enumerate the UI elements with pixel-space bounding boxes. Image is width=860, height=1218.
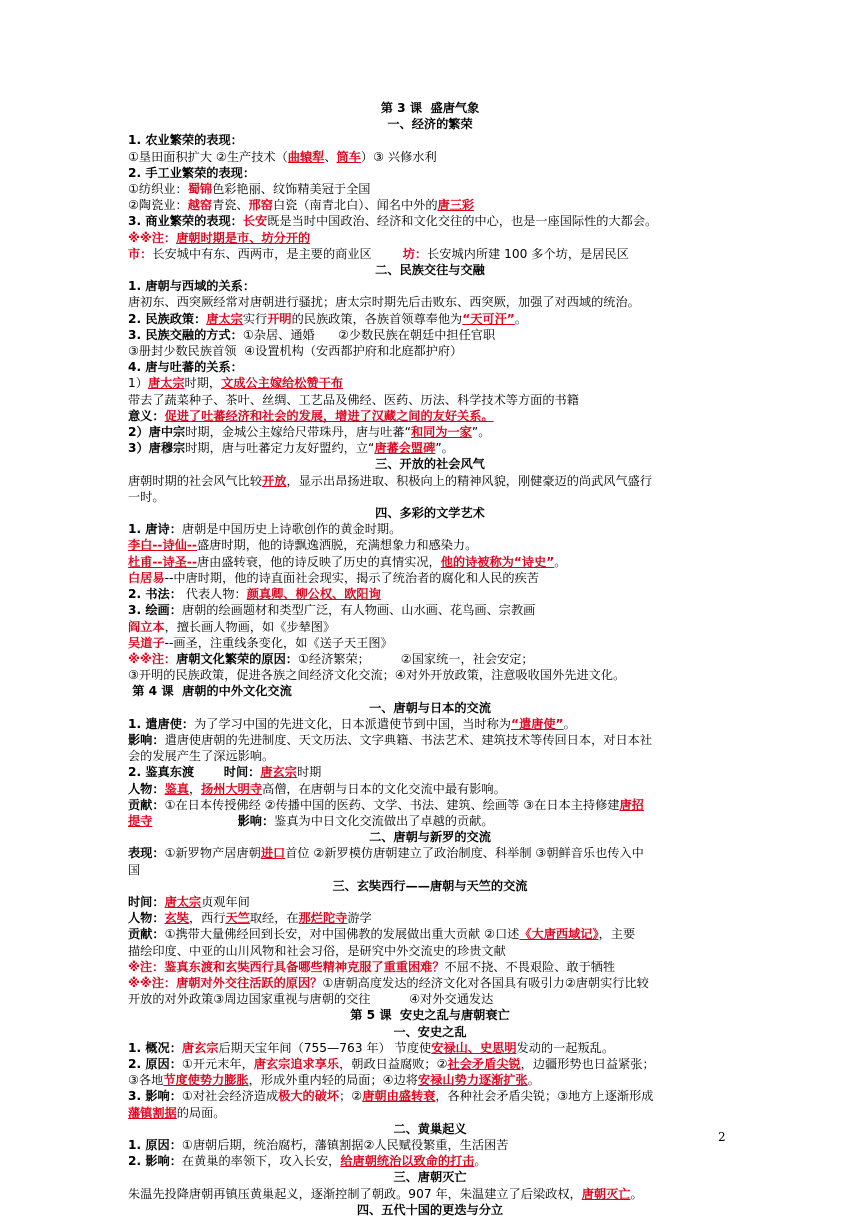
lesson-title: 第 4 课 唐朝的中外文化交流 — [128, 684, 292, 699]
key-term: ※※注：唐朝对外交往活跃的原因？ — [128, 975, 323, 990]
text-run: 。 — [563, 716, 576, 731]
text-line — [128, 943, 732, 959]
text-run: --画圣，注重线条变化，如《送子天王图》 — [164, 635, 393, 650]
text-line — [128, 845, 732, 861]
text-line — [128, 440, 732, 456]
text-line — [128, 392, 732, 408]
text-run: 色彩艳丽、纹饰精美冠于全国 — [212, 182, 371, 197]
text-run: 开放的对外政策③周边国家重视与唐朝的交往 ④对外交通发达 — [128, 992, 494, 1007]
text-line — [128, 343, 732, 359]
text-run: 、 — [324, 149, 337, 164]
text-run: ①纺织业： — [128, 182, 188, 197]
section-heading: 一、安史之乱 — [393, 1024, 467, 1039]
text-run: ， — [188, 781, 202, 796]
text-run: 不屈不挠、不畏艰险、敢于牺牲 — [444, 959, 616, 974]
text-run: 盛唐时期，他的诗飘逸洒脱，充满想象力和感染力。 — [196, 538, 478, 553]
text-run: 唐朝的绘画题材和类型广泛，有人物画、山水画、花鸟画、宗教画 — [181, 603, 536, 618]
text-line — [128, 586, 732, 602]
key-term: 给唐朝统治以致命的打击 — [340, 1154, 475, 1169]
text-line — [128, 975, 732, 991]
text-run: 唐朝文化繁荣的原因： — [176, 651, 298, 666]
key-term: 李白--诗仙-- — [128, 538, 197, 553]
key-term: 唐玄宗追求享乐 — [253, 1056, 340, 1071]
text-run: 。 — [514, 311, 528, 326]
section-heading: 一、经济的繁荣 — [387, 117, 473, 132]
document-body — [128, 100, 732, 1218]
key-term: 坊： — [402, 246, 428, 261]
text-line — [128, 602, 732, 618]
text-run: 长安城内所建 100 多个坊，是居民区 — [427, 246, 629, 261]
key-term: 市： — [128, 246, 153, 261]
key-term: 唐玄宗 — [181, 1040, 219, 1055]
key-term: 唐三彩 — [437, 198, 475, 213]
text-run: ①对社会经济造成 — [181, 1089, 279, 1104]
text-run: 鉴真为中日文化交流做出了卓越的贡献。 — [274, 813, 494, 828]
key-term: ※※注： — [128, 651, 177, 666]
section-heading: 三、玄奘西行——唐朝与天竺的交流 — [332, 878, 528, 893]
text-run: 3. 商业繁荣的表现： — [128, 214, 243, 229]
page-number: 2 — [718, 1130, 726, 1144]
text-run: 朱温先投降唐朝再镇压黄巢起义，逐渐控制了朝政。907 年，朱温建立了后梁政权， — [128, 1186, 582, 1201]
text-line — [128, 910, 732, 926]
text-run: ，朝政日益腐败；② — [339, 1056, 448, 1071]
key-term: 唐太宗 — [164, 894, 202, 909]
text-run: 时间： — [128, 894, 165, 909]
text-line — [128, 213, 732, 229]
text-line — [128, 424, 732, 440]
key-term: 唐玄宗 — [260, 765, 297, 780]
text-run: 高僧，在唐朝与日本的文化交流中最有影响。 — [262, 781, 506, 796]
text-run: ”。 — [435, 441, 454, 456]
text-line — [128, 537, 732, 553]
key-term: 唐蕃会盟碑 — [374, 441, 436, 456]
text-line — [128, 1105, 732, 1121]
text-run: 1. 农业繁荣的表现： — [128, 133, 243, 148]
text-run: 唐朝是中国历史上诗歌创作的黄金时期。 — [181, 522, 402, 537]
text-line — [128, 1056, 732, 1072]
key-term: 鉴真 — [164, 781, 189, 796]
key-term: 开放 — [262, 473, 287, 488]
text-run: 。 — [474, 1154, 487, 1169]
text-run: 时期， — [184, 376, 222, 391]
key-term: ※※注： — [128, 230, 177, 245]
text-run: ②陶瓷业： — [128, 198, 188, 213]
text-run: ，主要 — [598, 927, 636, 942]
key-term: 杜甫--诗圣-- — [128, 554, 197, 569]
text-line — [128, 278, 732, 294]
text-run: 的民族政策，各族首领尊奉他为 — [291, 311, 463, 326]
text-line — [128, 894, 732, 910]
text-run: 发动的一起叛乱。 — [516, 1040, 615, 1055]
text-run: --中唐时期，他的诗直面社会现实，揭示了统治者的腐化和人民的疾苦 — [164, 570, 539, 585]
key-term: 阎立本 — [128, 619, 165, 634]
text-run: 。 — [630, 1186, 643, 1201]
text-line — [128, 764, 732, 780]
text-run: 2. 影响： — [128, 1154, 182, 1169]
text-run: 3. 影响： — [128, 1089, 182, 1104]
key-term: 提寺 — [128, 813, 153, 828]
key-term: 唐太宗 — [147, 376, 185, 391]
text-run: 意义： — [128, 408, 165, 423]
text-line — [128, 165, 732, 181]
text-run: 1） — [128, 376, 148, 391]
text-run: 描绘印度、中亚的山川风物和社会习俗，是研究中外交流史的珍贵文献 — [128, 943, 506, 958]
text-line — [128, 716, 732, 732]
text-run: 长安城中有东、西两市，是主要的商业区 — [152, 246, 403, 261]
text-line — [128, 359, 732, 375]
key-term: 安禄山、史思明 — [431, 1040, 517, 1055]
text-run — [152, 814, 237, 828]
key-term: 吴道子 — [128, 635, 165, 650]
text-run: ，形成外重内轻的局面；④边将 — [248, 1073, 418, 1088]
key-term: 唐朝时期是市、坊分开的 — [176, 230, 311, 245]
text-line — [128, 375, 732, 391]
text-line — [128, 813, 732, 829]
text-run: ，擅长画人物画，如《步辇图》 — [164, 619, 336, 634]
text-run: 时期 — [296, 765, 322, 780]
text-run: ）③ 兴修水利 — [360, 149, 437, 164]
text-run: 唐由盛转衰，他的诗反映了历史的真情实况， — [196, 554, 441, 569]
key-term: 唐朝灭亡 — [581, 1186, 631, 1201]
text-line — [128, 1137, 732, 1153]
text-run: ”。 — [471, 425, 491, 440]
text-line — [128, 732, 732, 748]
text-run: 人物： — [128, 781, 165, 796]
text-run: 2. 书法： — [128, 587, 182, 602]
key-term: 他的诗被称为“诗史” — [440, 554, 555, 569]
section-heading: 二、黄巢起义 — [393, 1121, 467, 1136]
text-line — [128, 862, 732, 878]
text-run: ③各地 — [128, 1073, 164, 1088]
key-term: “遣唐使” — [510, 716, 564, 731]
text-run: 游学 — [347, 911, 372, 926]
text-line — [128, 149, 732, 165]
key-term: 那烂陀寺 — [298, 911, 348, 926]
text-line — [128, 473, 732, 489]
key-term: 白居易 — [128, 570, 165, 585]
text-run: 后期天宝年间（755—763 年） 节度使 — [218, 1040, 432, 1055]
key-term: 唐招 — [619, 797, 644, 812]
key-term: ※注：鉴真东渡和玄奘西行具备哪些精神克服了重重困难？ — [128, 959, 445, 974]
text-line — [128, 246, 732, 262]
text-run: 2. 鉴真东渡 时间： — [128, 765, 261, 780]
key-term: 《大唐西域记》 — [519, 927, 599, 942]
text-run: 1. 唐朝与西域的关系： — [128, 279, 256, 294]
text-line — [128, 651, 732, 667]
text-run: 在黄巢的率领下，攻入长安， — [181, 1154, 341, 1169]
key-term: 促进了吐蕃经济和社会的发展，增进了汉藏之间的友好关系。 — [164, 408, 494, 423]
text-run: 唐初东、西突厥经常对唐朝进行骚扰；唐太宗时期先后击败东、西突厥，加强了对西域的统治。 — [128, 295, 640, 310]
key-term: 越窑 — [187, 198, 213, 213]
text-run: ，西行 — [188, 911, 226, 926]
text-line — [128, 1072, 732, 1088]
key-term: 节度使势力膨胀 — [163, 1073, 249, 1088]
key-term: “天可汗” — [462, 311, 515, 326]
key-term: 文成公主嫁给松赞干布 — [221, 376, 343, 391]
key-term: 安禄山势力逐渐扩张 — [418, 1073, 528, 1088]
text-run: ①在日本传授佛经 ②传播中国的医药、文学、书法、建筑、绘画等 ③在日本主持修建 — [164, 797, 620, 812]
text-run: ③开明的民族政策，促进各族之间经济文化交流；④对外开放政策，注意吸收国外先进文化。 — [128, 668, 626, 683]
key-term: 天竺 — [225, 911, 250, 926]
text-run: 贞观年间 — [201, 894, 250, 909]
text-run: 2. 民族政策： — [128, 311, 207, 326]
text-run: 1. 原因： — [128, 1138, 182, 1152]
text-run: 贡献： — [128, 797, 165, 812]
text-run: ③册封少数民族首领 ④设置机构（安西都护府和北庭都护府） — [128, 344, 463, 359]
text-run: 实行 — [242, 311, 268, 326]
text-run: 白瓷（南青北白）、闻名中外的 — [273, 198, 438, 213]
text-run: 1. 概况： — [128, 1040, 182, 1055]
text-run: 。 — [554, 554, 567, 569]
key-term: 曲辕犁 — [287, 149, 325, 164]
key-term: 扬州大明寺 — [201, 781, 263, 796]
text-line — [128, 1088, 732, 1104]
text-run: 遣唐使唐朝的先进制度、天文历法、文字典籍、书法艺术、建筑技术等传回日本，对日本社 — [164, 732, 653, 747]
text-run: 一时。 — [128, 489, 165, 504]
text-run: 3. 民族交融的方式： — [128, 327, 243, 342]
text-run: 影响： — [128, 732, 165, 747]
text-run: 2. 原因： — [128, 1056, 182, 1071]
key-term: 唐朝由盛转衰 — [362, 1089, 436, 1104]
text-line — [128, 991, 732, 1007]
text-run: ，边疆形势也日益紧张； — [520, 1056, 655, 1071]
text-run: ①经济繁荣； ②国家统一，社会安定； — [297, 651, 534, 666]
key-term: 藩镇割据 — [128, 1105, 177, 1120]
key-term: 进口 — [260, 846, 286, 861]
key-term: 蜀锦 — [187, 182, 213, 197]
text-run: 1. 唐诗： — [128, 522, 182, 537]
key-term: 玄奘 — [164, 911, 189, 926]
text-line — [128, 781, 732, 797]
section-heading: 二、民族交往与交融 — [375, 263, 485, 278]
text-run: ①开元末年， — [181, 1056, 254, 1071]
section-heading: 二、唐朝与新罗的交流 — [369, 830, 491, 845]
text-run: 国 — [128, 862, 141, 877]
key-term: 长安 — [242, 214, 268, 229]
text-run: ①垦田面积扩大 ②生产技术（ — [128, 149, 288, 164]
section-heading: 一、唐朝与日本的交流 — [369, 700, 491, 715]
text-line — [128, 132, 732, 148]
text-run: 。 — [527, 1073, 540, 1088]
text-run: 表现： — [128, 846, 165, 861]
text-run: 2. 手工业繁荣的表现： — [128, 165, 256, 180]
text-line — [128, 748, 732, 764]
section-heading: 四、五代十国的更迭与分立 — [356, 1202, 504, 1217]
section-heading: 四、多彩的文学艺术 — [375, 506, 485, 521]
text-run: 代表人物： — [181, 587, 247, 602]
text-run: 时期，金城公主嫁给尺带珠丹，唐与吐蕃“ — [185, 425, 411, 440]
text-line — [128, 294, 732, 310]
text-run: 4. 唐与吐蕃的关系： — [128, 360, 243, 375]
text-line — [128, 635, 732, 651]
text-run: 既是当时中国政治、经济和文化交往的中心，也是一座国际性的大都会。 — [267, 214, 658, 229]
text-run: ①唐朝高度发达的经济文化对各国具有吸引力②唐朝实行比较 — [322, 975, 649, 990]
text-line — [128, 408, 732, 424]
text-run: 取经，在 — [249, 911, 299, 926]
text-line — [128, 1153, 732, 1169]
text-line — [128, 1186, 732, 1202]
text-run: 唐朝时期的社会风气比较 — [128, 473, 263, 488]
text-line — [128, 489, 732, 505]
text-run: ①唐朝后期，统治腐朽，藩镇割据②人民赋役繁重，生活困苦 — [181, 1138, 509, 1152]
text-run: 贡献： — [128, 927, 165, 942]
text-run: ，显示出昂扬进取、积极向上的精神风貌，刚健豪迈的尚武风气盛行 — [286, 473, 653, 488]
key-term: 唐太宗 — [206, 311, 243, 326]
section-heading: 三、开放的社会风气 — [375, 457, 485, 472]
text-line — [128, 554, 732, 570]
text-run: 会的发展产生了深远影响。 — [128, 749, 275, 764]
key-term: 和同为一家 — [410, 425, 472, 440]
key-term: 筒车 — [336, 149, 361, 164]
text-run: 1. 遣唐使： — [128, 716, 195, 731]
text-run: 影响： — [237, 813, 275, 828]
text-line — [128, 327, 732, 343]
key-term: 开明 — [267, 311, 292, 326]
text-run: 带去了蔬菜种子、茶叶、丝绸、工艺品及佛经、医药、历法、科学技术等方面的书籍 — [128, 392, 579, 407]
text-line — [128, 1040, 732, 1056]
text-run: 为了学习中国的先进文化，日本派遣使节到中国，当时称为 — [194, 716, 511, 731]
text-run: 人物： — [128, 911, 165, 926]
text-run: ①携带大量佛经回到长安，对中国佛教的发展做出重大贡献 ②口述 — [164, 927, 520, 942]
text-run: 时期，唐与吐蕃定力友好盟约，立“ — [185, 441, 375, 456]
text-run: ，各种社会矛盾尖锐；③地方上逐渐形成 — [435, 1089, 654, 1104]
lesson-title: 第 5 课 安史之乱与唐朝衰亡 — [350, 1008, 510, 1023]
key-term: 极大的破坏 — [278, 1089, 340, 1104]
text-run: ①杂居、通婚 ②少数民族在朝廷中担任官职 — [242, 327, 496, 342]
text-line — [128, 959, 732, 975]
text-run: 青瓷、 — [212, 198, 249, 213]
key-term: 社会矛盾尖锐 — [447, 1056, 521, 1071]
text-run: ①新罗物产居唐朝 — [164, 846, 261, 861]
text-line — [128, 311, 732, 327]
key-term: 邢窑 — [248, 198, 273, 213]
text-run: 3）唐穆宗 — [128, 441, 186, 456]
text-run: 2）唐中宗 — [128, 425, 186, 440]
text-line — [128, 197, 732, 213]
text-line — [128, 926, 732, 942]
text-line — [128, 521, 732, 537]
text-line — [128, 230, 732, 246]
section-heading: 三、唐朝灭亡 — [393, 1170, 467, 1185]
text-line — [128, 181, 732, 197]
text-line — [128, 619, 732, 635]
text-run: ；② — [339, 1089, 363, 1104]
text-line — [128, 667, 732, 683]
text-line — [128, 797, 732, 813]
text-run: 的局面。 — [176, 1105, 226, 1120]
text-run: 3. 绘画： — [128, 603, 182, 618]
text-run: 首位 ②新罗模仿唐朝建立了政治制度、科举制 ③朝鲜音乐也传入中 — [285, 846, 644, 861]
key-term: 颜真卿、柳公权、欧阳询 — [246, 587, 381, 602]
lesson-title: 第 3 课 盛唐气象 — [380, 101, 480, 115]
text-line — [128, 570, 732, 586]
